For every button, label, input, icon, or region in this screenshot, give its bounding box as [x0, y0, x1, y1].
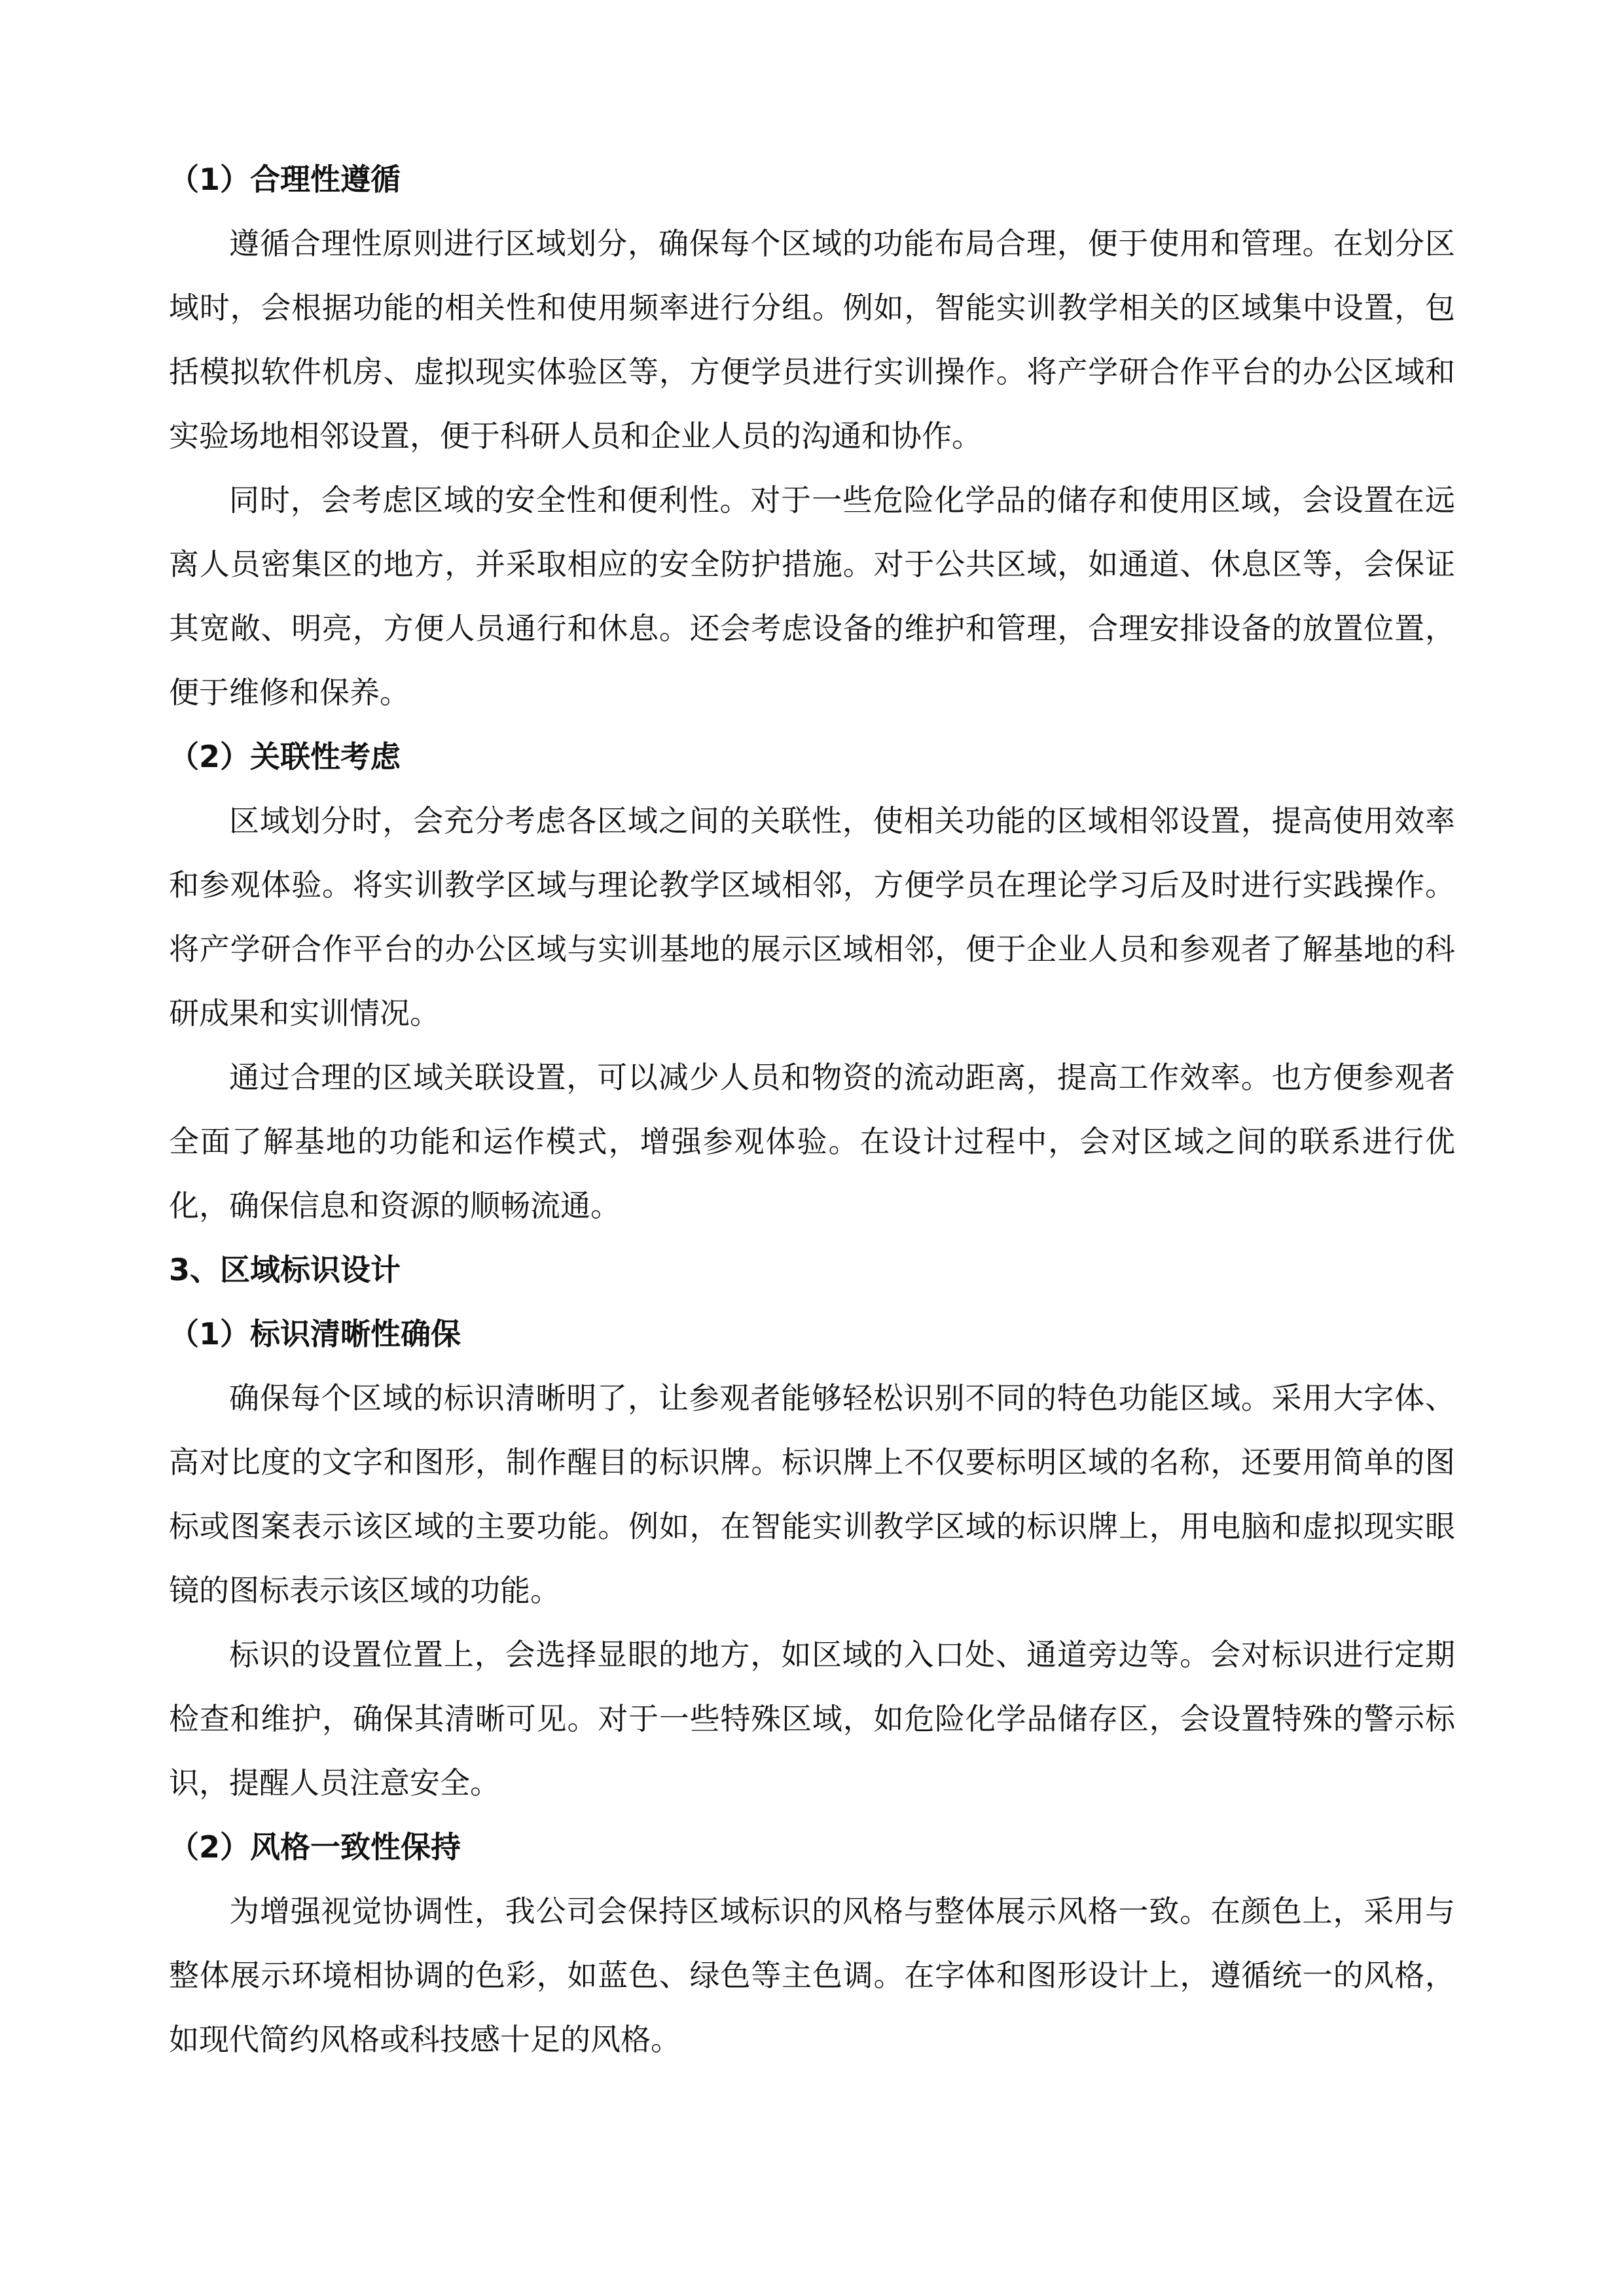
paragraph: 为增强视觉协调性，我公司会保持区域标识的风格与整体展示风格一致。在颜色上，采用与整体展示环境相协调的色彩，如蓝色、绿色等主色调。在字体和图形设计上，遵循统一的风格，如现代简约风格或科技感十足的风格。 — [169, 1893, 1455, 2057]
paragraph: 确保每个区域的标识清晰明了，让参观者能够轻松识别不同的特色功能区域。采用大字体、高对比度的文字和图形，制作醒目的标识牌。标识牌上不仅要标明区域的名称，还要用简单的图标或图案表示该区域的主要功能。例如，在智能实训教学区域的标识牌上，用电脑和虚拟现实眼镜的图标表示该区域的功能。 — [169, 1380, 1455, 1608]
paragraph: 标识的设置位置上，会选择显眼的地方，如区域的入口处、通道旁边等。会对标识进行定期检查和维护，确保其清晰可见。对于一些特殊区域，如危险化学品储存区，会设置特殊的警示标识，提醒人员注意安全。 — [169, 1637, 1455, 1801]
paragraph: 同时，会考虑区域的安全性和便利性。对于一些危险化学品的储存和使用区域，会设置在远离人员密集区的地方，并采取相应的安全防护措施。对于公共区域，如通道、休息区等，会保证其宽敞、明亮，方便人员通行和休息。还会考虑设备的维护和管理，合理安排设备的放置位置，便于维修和保养。 — [169, 482, 1455, 710]
heading-sign-clarity: （1）标识清晰性确保 — [169, 1316, 461, 1352]
paragraph: 遵循合理性原则进行区域划分，确保每个区域的功能布局合理，便于使用和管理。在划分区域时，会根据功能的相关性和使用频率进行分组。例如，智能实训教学相关的区域集中设置，包括模拟软件机房、虚拟现实体验区等，方便学员进行实训操作。将产学研合作平台的办公区域和实验场地相邻设置，便于科研人员和企业人员的沟通和协作。 — [169, 226, 1455, 454]
heading-sign-design: 3、区域标识设计 — [169, 1252, 401, 1287]
heading-style-consistency: （2）风格一致性保持 — [169, 1829, 461, 1865]
paragraph: 通过合理的区域关联设置，可以减少人员和物资的流动距离，提高工作效率。也方便参观者全面了解基地的功能和运作模式，增强参观体验。在设计过程中，会对区域之间的联系进行优化，确保信息和资源的顺畅流通。 — [169, 1060, 1455, 1223]
heading-relevance: （2）关联性考虑 — [169, 739, 401, 774]
paragraph: 区域划分时，会充分考虑各区域之间的关联性，使相关功能的区域相邻设置，提高使用效率和参观体验。将实训教学区域与理论教学区域相邻，方便学员在理论学习后及时进行实践操作。将产学研合作平台的办公区域与实训基地的展示区域相邻，便于企业人员和参观者了解基地的科研成果和实训情况。 — [169, 803, 1455, 1031]
heading-rationality: （1）合理性遵循 — [169, 162, 401, 197]
